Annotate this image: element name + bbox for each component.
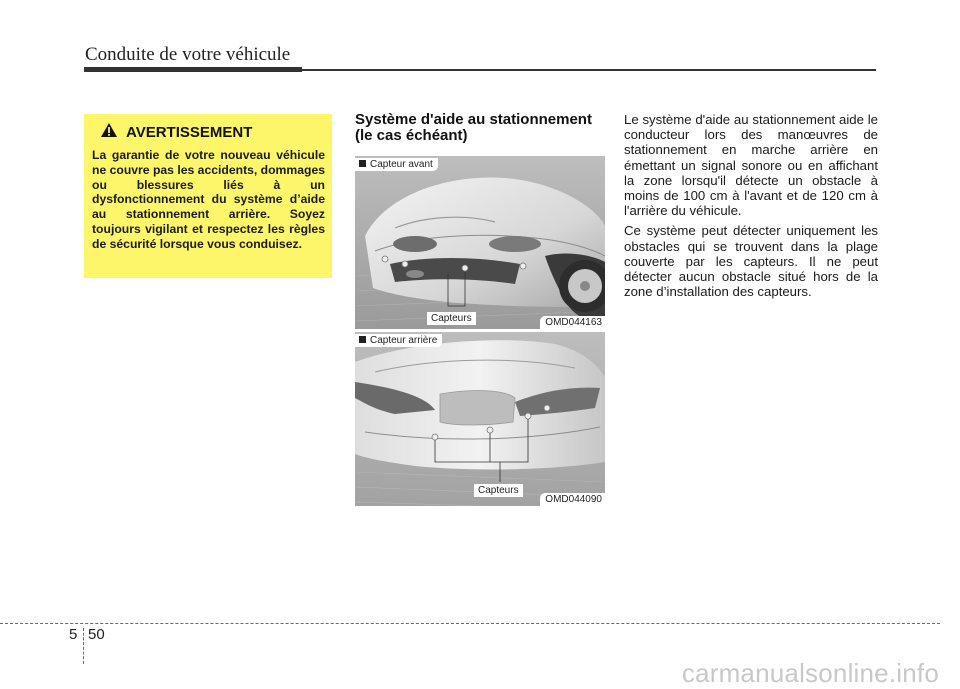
front-car-illustration [355,156,605,329]
rear-sensors-tag: Capteurs [474,484,523,497]
front-figure-label: Capteur avant [355,158,438,171]
page-number: 50 [88,626,105,643]
page-header-title: Conduite de votre véhicule [85,44,291,65]
body-text-column [624,112,878,304]
footer-divider-vertical [83,628,84,664]
rear-car-illustration [355,332,605,506]
section-title-line2: (le cas échéant) [355,127,468,144]
rear-sensor-figure [355,332,605,506]
front-sensors-tag: Capteurs [427,312,476,325]
front-sensor-figure [355,156,605,329]
warning-title: AVERTISSEMENT [126,124,253,141]
square-bullet-icon [359,336,366,343]
warning-triangle-icon [100,122,118,143]
rear-figure-label: Capteur arrière [355,334,442,347]
section-title [355,112,605,144]
chapter-number: 5 [69,626,78,643]
body-paragraph-1: Le système d'aide au stationnement aide le conducteur lors des manœuvres de stationnement en marche arrière en émettant un signal sonore ou en affichant la zone lorsqu'il détecte un obstacle à moins de 100 cm à l'avant et de 120 cm à l'arrière du véhicule. [624,112,878,219]
header-rule-dark [84,67,302,72]
header-rule-thin [302,69,876,71]
section-title-line1: Système d'aide au stationnement [355,111,592,128]
body-paragraph-2: Ce système peut détecter uniquement les obstacles qui se trouvent dans la plage couverte par les capteurs. Il ne peut détecter aucun obstacle situé hors de la zone d’installation des capteurs. [624,223,878,300]
warning-text: La garantie de votre nouveau véhicule ne couvre pas les accidents, dommages ou blessures liés à un dysfonctionnement du système d’aide au stationnement arrière. Soyez toujours vigilant et respectez les règles de sécurité lorsque vous conduisez. [92,148,326,251]
square-bullet-icon [359,160,366,167]
rear-figure-code: OMD044090 [540,493,605,506]
warning-header [100,122,325,143]
watermark: carmanualsonline.info [681,658,939,688]
front-figure-code: OMD044163 [540,316,605,329]
warning-box [84,114,332,278]
footer-divider-horizontal [0,623,940,624]
